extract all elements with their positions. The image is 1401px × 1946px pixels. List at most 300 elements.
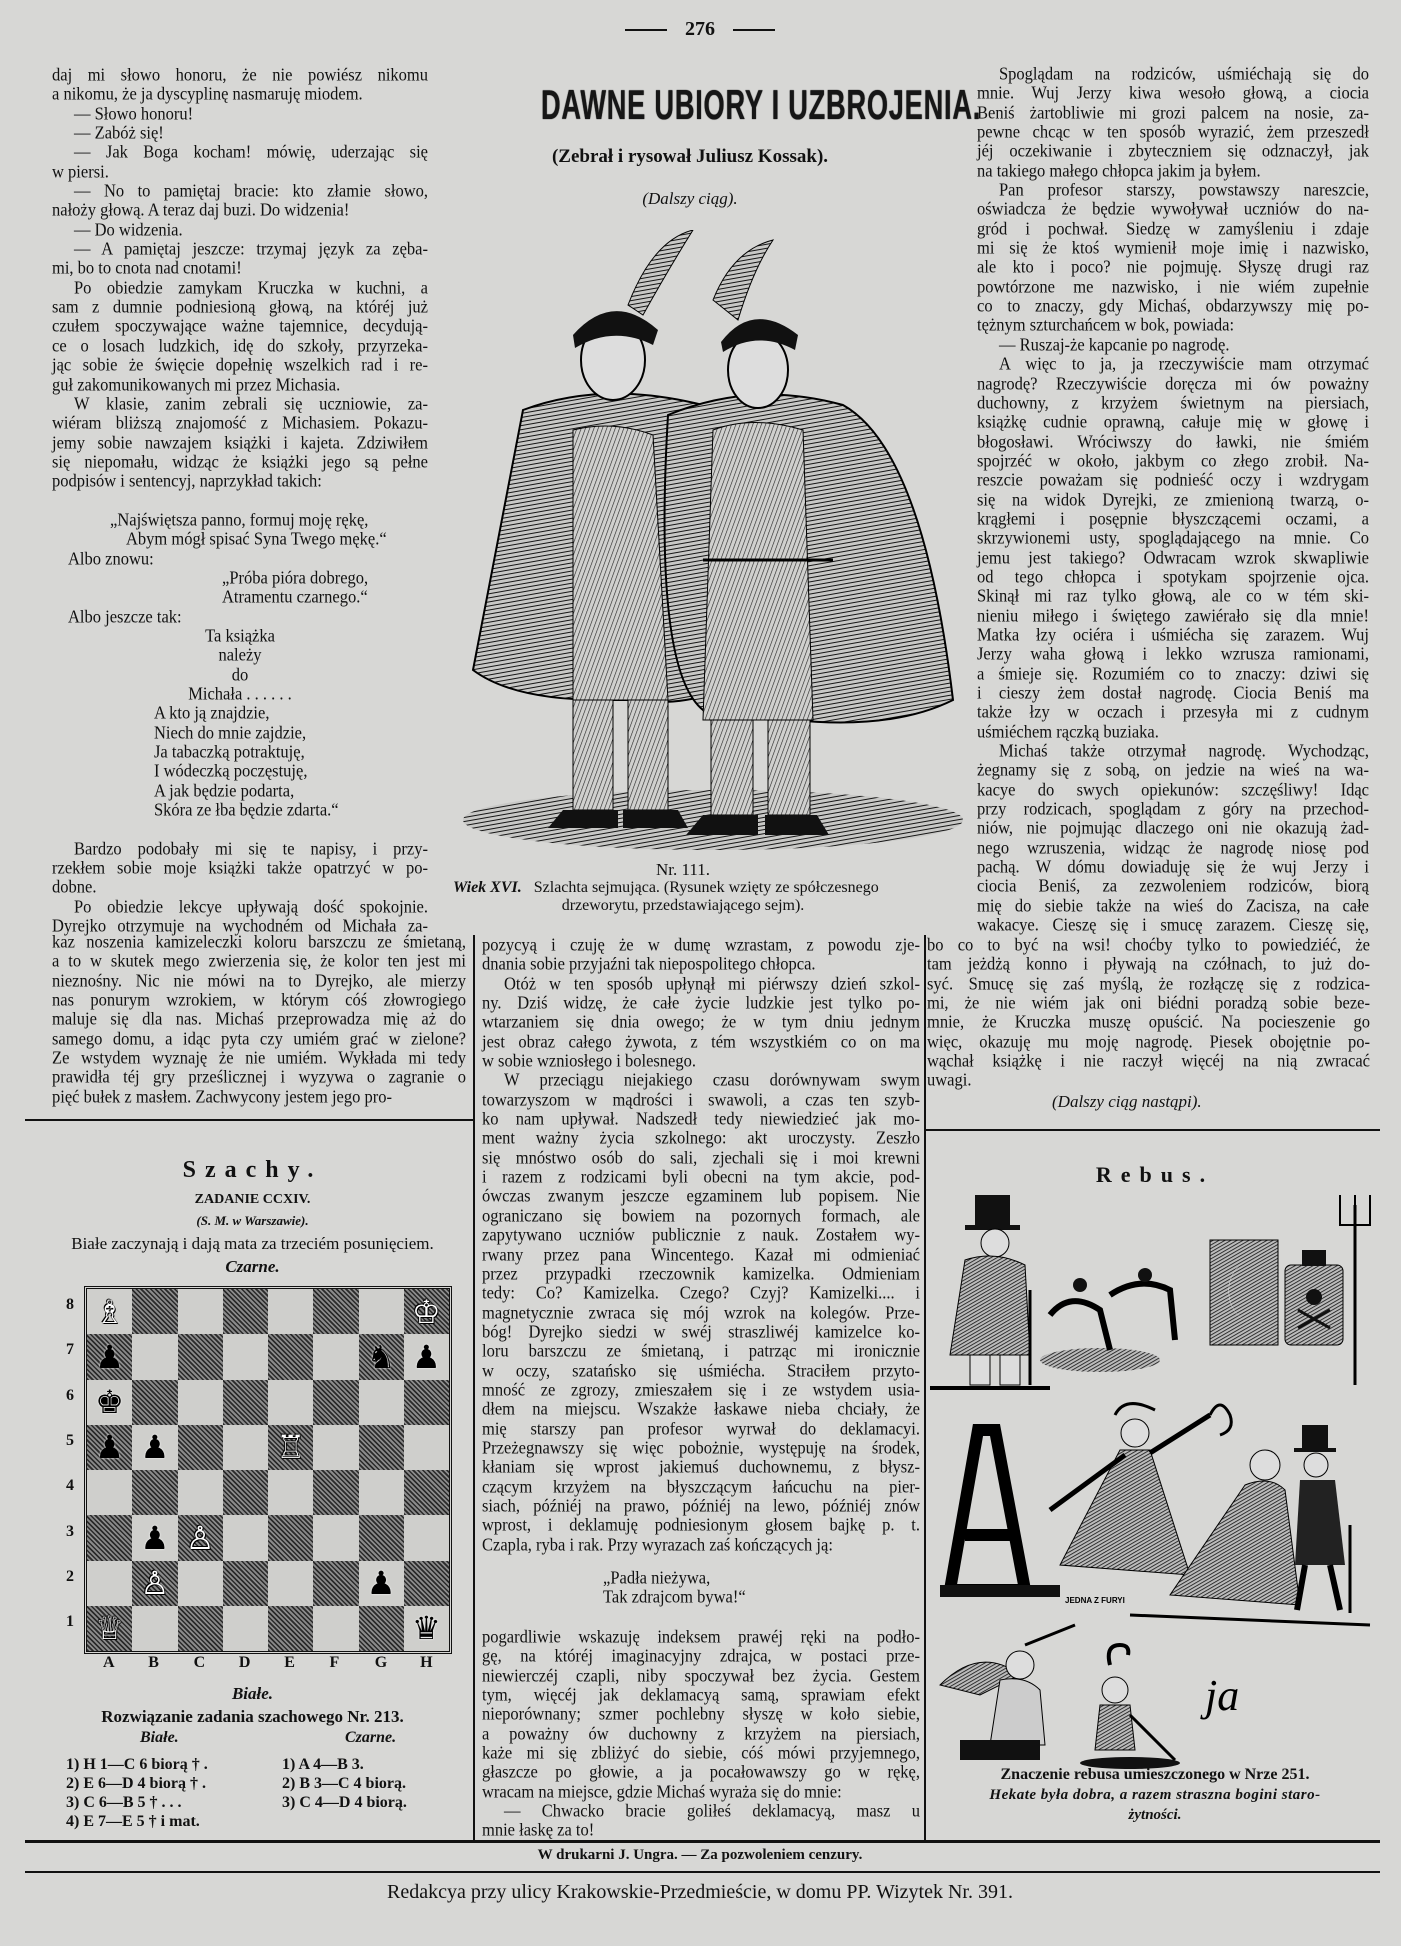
middle-column-top (482, 935, 920, 1554)
text-line: więc, okazuję mu moję nagrodę. Piesek obojętnie po- (927, 1030, 1370, 1052)
text-line: wprost, i deklamuję podniesionym głosem bajkę p. t. (482, 1514, 920, 1536)
text-line: dnania sobie przyjaźni tak niepospolitego chłopca. (482, 953, 816, 975)
square-d4 (223, 1470, 268, 1515)
blank-line (52, 818, 428, 839)
text-line: a nikomu, że ja dyscyplinę nasmaruję miodem. (52, 83, 363, 105)
square-c5 (178, 1425, 223, 1470)
text-line: niów, nie pojmując dlaczego oni nie okazują żad- (977, 817, 1369, 839)
square-d2 (223, 1561, 268, 1606)
chess-author: (S. M. w Warszawie). (196, 1213, 309, 1228)
text-line: wakacye. Cieszę się i smucę zarazem. Cieszę się, (977, 914, 1369, 936)
text-line: — Ruszaj-że kapcanie po nagrodę. (999, 333, 1230, 355)
text-line: błogosławi. Wróciwszy do ławki, nie śmiém (977, 430, 1369, 452)
chess-heading: Szachy. (182, 1157, 323, 1183)
text-line: I wódeczką poczęstuję, (154, 760, 308, 782)
text-line: W klasie, zanim zebrali się uczniowie, za- (74, 392, 428, 414)
text-line: spojrzéć w około, jakbym co złego zrobił. Na- (977, 449, 1369, 471)
text-line: ce o losach ludzkich, idę do szkoły, przyrzeka- (52, 334, 428, 356)
solution-move-white: 3) C 6—B 5 † . . . (66, 1794, 182, 1811)
text-line: nałoży głową. A teraz daj buzi. Do widzenia! (52, 199, 350, 221)
square-a7 (87, 1334, 132, 1379)
text-line: Matka łzy ociéra i uśmiécha się zarazem. Wuj (977, 624, 1369, 645)
text-line: wracam na miejsce, gdzie Michaś wyraża się do mnie: (482, 1780, 842, 1802)
chess-problem-number: ZADANIE CCXIV. (194, 1192, 311, 1207)
square-b2 (132, 1561, 177, 1606)
illustration-szlachta (453, 230, 968, 856)
text-line: od tego chłopca i spotykam spojrzenie ojca. (977, 565, 1369, 587)
text-line: nieznośny. Nic nie mówi na to Dyrejko, ale mierzy (52, 969, 466, 991)
text-line: mnie. Wuj Jerzy kiwa wesoło głową, a ciocia (977, 82, 1369, 104)
caption-line1: Szlachta sejmująca. (Rysunek wzięty ze spółczesnego (533, 879, 879, 896)
text-line: dłem na miejscu. Wszakże łaskawe nieba chciały, że (482, 1398, 920, 1420)
square-c3 (178, 1515, 223, 1560)
square-f5 (313, 1425, 358, 1470)
text-line: zapytywano uczniów publicznie z nauk. Zostałem wy- (482, 1224, 920, 1246)
square-h1 (404, 1606, 449, 1651)
square-b7 (132, 1334, 177, 1379)
right-column-bottom (927, 935, 1370, 1090)
text-line: tym, więcéj jak deklamacyą samą, sprawiam efekt (482, 1684, 920, 1705)
text-line: jąc sobie że święcie dopełnię wszelkich rad i re- (52, 354, 428, 376)
square-h8 (404, 1289, 449, 1334)
text-line: krągłemi i posępnie błyszczącemi oczami, a (977, 507, 1369, 529)
text-line: wtarzaniem się dnia owego; że w tym dniu jednym (482, 1011, 920, 1033)
solution-white-header: Białe. (140, 1729, 179, 1746)
text-line: ówczas zwanym jeszcze egzaminem lub popisem. Nie (482, 1185, 920, 1207)
chess-task: Białe zaczynają i dają mata za trzeciém posunięciem. (71, 1234, 434, 1253)
rebus-heading: Rebus. (1095, 1162, 1215, 1187)
text-line: Skóra ze łba będzie zdarta.“ (154, 799, 339, 820)
square-c2 (178, 1561, 223, 1606)
rank-label: 1 (66, 1613, 74, 1631)
text-line: kłaniam się wprost jakiemuś duchownemu, z błysz- (482, 1456, 920, 1478)
text-line: nieporównany; szmer pochlebny słyszę w koło siebie, (482, 1703, 920, 1725)
square-g6 (359, 1380, 404, 1425)
rule-dash (625, 29, 667, 31)
text-line: Ta książka (205, 625, 275, 646)
text-line: bo co to być na wsi! choćby tylko to powiedziéć, że (927, 934, 1370, 955)
rebus-answer-line2: żytności. (1128, 1807, 1182, 1823)
text-line: Ze wstydem wyznaję że nie umiém. Wykłada mi tedy (52, 1047, 466, 1068)
text-line: się na widok Dyrejki, ze zmienioną twarzą, o- (977, 488, 1369, 510)
editorial-address: Redakcya przy ulicy Krakowskie-Przedmieście, w domu PP. Wizytek Nr. 391. (387, 1881, 1013, 1903)
square-e6 (268, 1380, 313, 1425)
left-column-bottom (52, 932, 466, 1106)
text-line: magnetycznie zwraca się mój wzrok na kolegów. Prze- (482, 1301, 920, 1323)
file-label: F (329, 1654, 340, 1671)
text-line: w oczy, szatańsko się uśmiécha. Straciłem przyto- (482, 1359, 920, 1381)
poison-bottle-image (1285, 1250, 1343, 1345)
rule-dash (733, 29, 775, 31)
text-line: Albo znowu: (68, 547, 154, 569)
square-g2 (359, 1561, 404, 1606)
square-d6 (223, 1380, 268, 1425)
text-line: Czapla, ryba i rak. Przy wyrazach zaś kończących ją: (482, 1533, 833, 1555)
text-line: należy (218, 644, 262, 666)
text-line: — Słowo honoru! (74, 102, 194, 124)
text-line: Skinął mi raz tylko głową, ale co w tém ski- (977, 585, 1369, 607)
square-a1 (87, 1606, 132, 1651)
text-line: przez przypadki rzeczownik kamizelka. Odmieniam (482, 1262, 920, 1284)
text-line: Ja tabaczką potraktuję, (154, 741, 305, 762)
square-e8 (268, 1289, 313, 1334)
text-line: „Próba pióra dobrego, (222, 566, 369, 588)
text-line: ale kto i poco? nie pojmuję. Słyszę drugi raz (977, 256, 1369, 278)
text-line: uśmiéchem rączką buziaka. (977, 720, 1159, 742)
text-line: skrzywionemi usty, spoglądającego na mnie. Co (977, 527, 1369, 549)
file-label: D (238, 1654, 251, 1671)
text-line: nieniu miłego i świętego zawiérało się dla mnie! (977, 604, 1369, 626)
text-line: dobne. (52, 876, 97, 898)
text-line: niewierczéj czapli, niby spoczywał bez życia. Gestem (482, 1664, 920, 1686)
text-line: Niech do mnie zajdzie, (154, 721, 307, 743)
text-line: rzekłem sobie moje książki także opatrzyć w po- (52, 857, 428, 879)
white-rook-icon: ♖ (276, 1428, 305, 1467)
text-line: ment ważny życia szkolnego: akt uroczysty. Zeszło (482, 1127, 920, 1149)
to-be-continued: (Dalszy ciąg nastąpi). (1052, 1092, 1202, 1111)
black-queen-icon: ♛ (412, 1609, 441, 1648)
text-line: duchowny, z krzyżem świetnym na piersiach, (977, 391, 1369, 413)
text-line: książkę cudnie oprawną, całuje mię w głowę i (977, 411, 1369, 433)
letter-a-gallows-image (940, 1430, 1060, 1597)
text-line: mię do siebie także na wieś do Zacisza, na całe (977, 894, 1369, 916)
text-line: Spoglądam na rodziców, uśmiéchają się do (999, 63, 1369, 84)
text-line: loru barszczu ze śmietaną, i patrząc mi ironicznie (482, 1340, 920, 1362)
text-line: się mnóstwo osób do sali, zjechali się i moi krewni (482, 1146, 920, 1168)
pitchfork-image (1340, 1195, 1370, 1385)
column-rule-right (924, 935, 926, 1840)
text-line: na takiego małego chłopca jakim ja byłem. (977, 159, 1261, 181)
text-line: przy rodzicach, spoglądam z góry na przechod- (977, 798, 1369, 819)
text-line: kaz noszenia kamizeleczki koloru barszczu ze śmietaną, (52, 931, 466, 952)
text-line: Przeżegnawszy się więc pobożnie, występuję na środek, (482, 1436, 920, 1458)
divider-right (925, 1129, 1380, 1131)
text-line: jemy sobie nawzajem książki i kajeta. Zdziwiłem (52, 431, 428, 453)
text-line: reszcie poważam się podnieść oczy i wzdrygam (977, 469, 1369, 491)
text-line: bóg! Dyrejko siedzi w swéj straszliwéj kamizelce ko- (482, 1320, 920, 1342)
square-b6 (132, 1380, 177, 1425)
text-line: ciocia Beniś, za zezwoleniem rodziców, biorą (977, 875, 1369, 897)
rank-label: 5 (66, 1431, 74, 1449)
text-line: Michała . . . . . . (188, 683, 292, 704)
file-label: C (193, 1654, 206, 1671)
text-line: mi, bo to cnota nad cnotami! (52, 257, 242, 279)
text-line: i cieszy żem dostał nagrodę. Ciocia Beniś ma (977, 682, 1369, 703)
square-f2 (313, 1561, 358, 1606)
boy-with-stick-image (1080, 1645, 1180, 1769)
text-line: czącym krzyżem na błyszczącym łańcuchu na pier- (482, 1475, 920, 1497)
crescent-moon-flag-image (1210, 1240, 1278, 1345)
square-h5 (404, 1425, 449, 1470)
text-line: pięć bułek z masłem. Zachwycony jestem jego pro- (52, 1085, 392, 1107)
rank-label: 4 (66, 1477, 74, 1495)
text-line: powtórzone me nazwisko, i nie wiém zupełnie (977, 275, 1369, 297)
square-f7 (313, 1334, 358, 1379)
text-line: uwagi. (927, 1069, 972, 1091)
text-line: tężnym szturchańcem w bok, powiada: (977, 314, 1235, 336)
text-line: czułem spoczywające ważne tajemnice, decydują- (52, 315, 428, 337)
text-line: w piersi. (52, 160, 109, 182)
text-line: Jerzy waha głową i lekko wzrusza ramionami, (977, 643, 1369, 665)
text-line: Po obiedzie lekcye upływają dość spokojnie. (74, 895, 428, 917)
square-c6 (178, 1380, 223, 1425)
text-line: pozycyą i czuję że w dumę wzrastam, z powodu zje- (482, 934, 920, 955)
text-line: rwany przez pana Wincentego. Kazał mi odmieniać (482, 1243, 920, 1265)
text-line: mność ze zgrozy, zmieszałem się i ze wstydem usia- (482, 1378, 920, 1400)
square-e1 (268, 1606, 313, 1651)
text-line: sam z dumnie podniesioną głową, na któréj już (52, 296, 428, 318)
ja-script-label: ja (1205, 1671, 1240, 1720)
text-line: jéj oczekiwanie i zbyteczniem się odznaczył, jak (977, 140, 1369, 162)
square-g4 (359, 1470, 404, 1515)
square-e4 (268, 1470, 313, 1515)
chess-white-label: Białe. (231, 1684, 274, 1703)
text-line: „Najświętsza panno, formuj moję rękę, (110, 508, 369, 530)
text-line: mi się że ktoś wymienił moje imię i nazwisko, (977, 237, 1369, 259)
text-line: W przeciągu niejakiego czasu dorównywam swym (504, 1069, 920, 1091)
divider-footer (25, 1871, 1380, 1873)
caption-century: Wiek XVI. (453, 879, 522, 896)
left-column-top (52, 65, 428, 935)
text-line: nego wzruszenia, widząc że nagrodę niosę pod (977, 836, 1369, 858)
caption-line2: drzeworytu, przedstawiającego sejm). (561, 897, 805, 914)
file-label: H (420, 1654, 433, 1671)
text-line: Tak zdrajcom bywa!“ (603, 1586, 746, 1608)
text-line: ny. Dziś widzę, że całe życie ludzkie jest tylko po- (482, 992, 920, 1013)
square-h7 (404, 1334, 449, 1379)
square-c1 (178, 1606, 223, 1651)
white-bishop-icon: ♗ (95, 1292, 124, 1331)
text-line: A jak będzie podarta, (154, 779, 295, 801)
cupid-image (940, 1625, 1075, 1760)
black-pawn-icon: ♟ (140, 1428, 170, 1467)
text-line: pachą. W dómu dowiaduję się że wuj Jerzy i (977, 856, 1369, 878)
text-line: gród i pochwał. Siedzę w zamyśleniu i zdaje (977, 217, 1369, 239)
square-h6 (404, 1380, 449, 1425)
text-line: Otóż w ten sposób upłynął mi piérwszy dzień szkol- (504, 972, 920, 994)
square-e7 (268, 1334, 313, 1379)
text-line: A kto ją znajdzie, (154, 702, 270, 724)
text-line: wąchał książkę i nie raczył więcéj na nią zwracać (927, 1050, 1370, 1071)
rank-label: 6 (66, 1386, 74, 1404)
square-d8 (223, 1289, 268, 1334)
rank-label: 3 (66, 1522, 74, 1540)
text-line: a śmieje się. Rozumiém co to znaczy: dziwi się (977, 662, 1369, 684)
solution-move-white: 1) H 1—C 6 biorą † . (66, 1756, 208, 1773)
text-line: — No to pamiętaj bracie: kto złamie słowo, (74, 180, 428, 201)
file-label: G (374, 1654, 388, 1671)
printer-note: W drukarni J. Ungra. — Za pozwoleniem cenzury. (537, 1847, 863, 1863)
right-column-top (977, 64, 1369, 934)
square-a3 (87, 1515, 132, 1560)
square-b8 (132, 1289, 177, 1334)
text-line: nas ponurym wzrokiem, w którym cóś złowrogiego (52, 989, 466, 1010)
text-line: jest obraz całego żywota, z tém wszystkiém co on ma (482, 1030, 920, 1052)
square-f4 (313, 1470, 358, 1515)
square-g7 (359, 1334, 404, 1379)
text-line: jemu jest takiego? Odwracam wzrok skwapliwie (977, 546, 1369, 568)
text-line: żegnamy się z sobą, on jedzie na wieś na wa- (977, 759, 1369, 781)
square-h2 (404, 1561, 449, 1606)
middle-column-verse (482, 1568, 920, 1607)
text-line: tam jeżdżą konno i pływają na czółnach, to już do- (927, 953, 1370, 975)
text-line: maluje się dla nas. Michaś przeprowadza mię aż do (52, 1008, 466, 1030)
text-line: a to w skutek mego zwierzenia się, że kolor ten jest mi (52, 950, 466, 972)
white-pawn-icon: ♙ (140, 1564, 170, 1603)
chess-solution-title: Rozwiązanie zadania szachowego Nr. 213. (101, 1707, 404, 1726)
square-c8 (178, 1289, 223, 1334)
text-line: Po obiedzie zamykam Kruczka w kuchni, a (74, 276, 428, 298)
rank-label: 7 (66, 1341, 74, 1359)
square-b3 (132, 1515, 177, 1560)
square-h4 (404, 1470, 449, 1515)
article-title: DAWNE UBIORY I UZBROJENIA. (541, 80, 982, 128)
fury-label: JEDNA Z FURYI (1065, 1596, 1125, 1605)
square-b5 (132, 1425, 177, 1470)
text-line: samego domu, a idąc pyta czy umiém grać w zielone? (52, 1027, 466, 1049)
text-line: Atramentu czarnego.“ (222, 586, 368, 608)
chess-black-label: Czarne. (225, 1257, 280, 1276)
file-label: A (103, 1654, 115, 1671)
square-a4 (87, 1470, 132, 1515)
rank-label: 8 (66, 1296, 74, 1313)
article-byline: (Zebrał i rysował Juliusz Kossak). (551, 146, 829, 167)
square-e2 (268, 1561, 313, 1606)
text-line: co to znaczy, gdy Michaś, obdarzywszy mię po- (977, 295, 1369, 317)
black-knight-icon: ♞ (366, 1337, 396, 1376)
text-line: a poważny ów duchowny z krzyżem na piersiach, (482, 1722, 920, 1744)
text-line: daj mi słowo honoru, że nie powiész nikomu (52, 64, 428, 85)
black-pawn-icon: ♟ (140, 1518, 170, 1557)
black-pawn-icon: ♟ (412, 1337, 441, 1376)
continued-note: (Dalszy ciąg). (642, 189, 738, 208)
text-line: Abym mógł spisać Syna Twego mękę.“ (126, 528, 387, 550)
text-line: gę, na któréj imaginacyjny zdrajca, w postaci prze- (482, 1645, 920, 1667)
solution-move-black: 2) B 3—C 4 biorą. (282, 1775, 406, 1792)
text-line: — Do widzenia. (74, 218, 183, 240)
article-title-wrap (470, 80, 982, 128)
text-line: ograniczano się bowiem na pozornych formach, ale (482, 1204, 920, 1226)
square-d7 (223, 1334, 268, 1379)
square-g1 (359, 1606, 404, 1651)
text-line: pogardliwie wskazuję indeksem prawéj ręki na podło- (482, 1626, 920, 1647)
text-line: głaszcze po głowie, a ja pocałowawszy go w rękę, (482, 1761, 920, 1783)
square-a8 (87, 1289, 132, 1334)
rebus-picture (930, 1185, 1380, 1770)
illustration-number: Nr. 111. (656, 860, 710, 879)
text-line: mi, że nie wiém jak oni biédni poradzą sobie beze- (927, 992, 1370, 1013)
rank-label: 2 (66, 1567, 74, 1585)
square-d3 (223, 1515, 268, 1560)
solution-move-white: 4) E 7—E 5 † i mat. (66, 1813, 200, 1830)
square-g8 (359, 1289, 404, 1334)
text-line: towarzyszom w mądrości i swawoli, a czas ten szyb- (482, 1088, 920, 1110)
text-line: tedy: Co? Kamizelka. Czego? Czyj? Kamizelki.... i (482, 1282, 920, 1304)
square-a5 (87, 1425, 132, 1470)
divider-bottom (25, 1840, 1380, 1843)
text-line: się niepomału, widząc że książki jego są pełne (52, 450, 428, 472)
middle-column-bottom (482, 1627, 920, 1840)
solution-move-black: 1) A 4—B 3. (282, 1756, 364, 1773)
square-b4 (132, 1470, 177, 1515)
solution-move-white: 2) E 6—D 4 biorą † . (66, 1775, 206, 1792)
square-h3 (404, 1515, 449, 1560)
right-nobleman-figure (665, 240, 953, 835)
square-c7 (178, 1334, 223, 1379)
text-line: Dyrejko otrzymuje na wychodném od Michała za- (52, 915, 428, 937)
white-pawn-icon: ♙ (185, 1518, 215, 1557)
text-line: — Chwacko bracie goliłeś deklamacyą, masz u (504, 1800, 920, 1822)
square-f6 (313, 1380, 358, 1425)
text-line: — Jak Boga kocham! mówię, uderzając się (74, 141, 428, 163)
column-rule-left (473, 935, 475, 1840)
square-d1 (223, 1606, 268, 1651)
square-b1 (132, 1606, 177, 1651)
square-d5 (223, 1425, 268, 1470)
text-line: ko nam upływał. Nadszedł tedy niewiedzieć jak mo- (482, 1108, 920, 1130)
chess-board (84, 1286, 452, 1654)
square-c4 (178, 1470, 223, 1515)
text-line: guł zakomunikowanych mi przez Michasia. (52, 373, 341, 395)
black-pawn-icon: ♟ (366, 1564, 396, 1603)
text-line: mnie, że Kruczka muszę opuścić. Na pocieszenie go (927, 1011, 1370, 1033)
text-line: Michaś także otrzymał nagrodę. Wychodząc, (999, 740, 1369, 761)
text-line: siach, późniéj na prawo, późniéj na lewo, późniéj znów (482, 1495, 920, 1516)
text-line: i razem z rodzicami byli obecni na tym akcie, pod- (482, 1166, 920, 1188)
rebus-answer-title: Znaczenie rebusa umieszczonego w Nrze 251. (1000, 1766, 1310, 1783)
riders-image (1040, 1268, 1175, 1372)
text-line: Bardzo podobały mi się te napisy, i przy- (74, 837, 428, 859)
text-line: prawidła téj gry prześlicznej i wyzywa o zagranie o (52, 1066, 466, 1088)
square-e3 (268, 1515, 313, 1560)
text-line: A więc to ja, ja rzeczywiście mam otrzymać (999, 353, 1369, 375)
divider-left (25, 1119, 475, 1121)
rebus-answer-line1: Hekate była dobra, a razem straszna bogini staro- (989, 1787, 1321, 1803)
text-line: nagrodę? Rzeczywiście doręcza mi ów poważny (977, 372, 1369, 394)
illustration-caption (453, 879, 968, 897)
square-e5 (268, 1425, 313, 1470)
black-pawn-icon: ♟ (95, 1428, 124, 1467)
text-line: podpisów i sentencyj, naprzykład takich: (52, 470, 322, 492)
text-line: mię starszy pan profesor wyrwał do deklamacyi. (482, 1417, 920, 1439)
old-man-top-hat-image (930, 1195, 1050, 1388)
text-line: wiéram bliższą znajomość z Michasiem. Pokazu- (52, 412, 428, 434)
text-line: każe mi się zbliżyć do siebie, cóś mówi przyjemnego, (482, 1742, 920, 1763)
page-number-text: 276 (685, 18, 715, 40)
page-number (600, 18, 800, 41)
text-line: mnie łaskę za to! (482, 1819, 595, 1841)
square-a6 (87, 1380, 132, 1425)
text-line: Pan profesor starszy, powstawszy nareszcie, (999, 179, 1369, 200)
file-label: E (284, 1654, 295, 1671)
text-line: Beniś żartobliwie mi grozi palcem na nosie, za- (977, 101, 1369, 123)
black-pawn-icon: ♟ (95, 1337, 124, 1376)
text-line: kacye do swych opiekunów: szczęśliwy! Idąc (977, 778, 1369, 800)
square-g5 (359, 1425, 404, 1470)
blank-line (52, 490, 428, 511)
text-line: w sobie wzniosłego i bolesnego. (482, 1050, 697, 1071)
black-king-icon: ♚ (95, 1383, 124, 1422)
square-a2 (87, 1561, 132, 1606)
text-line: także łzy w oczach i przesyła mi z cudnym (977, 701, 1369, 723)
solution-move-black: 3) C 4—D 4 biorą. (282, 1794, 407, 1811)
solution-black-header: Czarne. (345, 1729, 397, 1746)
text-line: pewne chcąc w ten sposób wyrazić, żem przeszedł (977, 121, 1369, 142)
square-g3 (359, 1515, 404, 1560)
text-line: Albo jeszcze tak: (68, 605, 182, 627)
text-line: oświadcza że będzie wywoływał uczniów do na- (977, 198, 1369, 220)
white-queen-icon: ♕ (95, 1609, 124, 1648)
